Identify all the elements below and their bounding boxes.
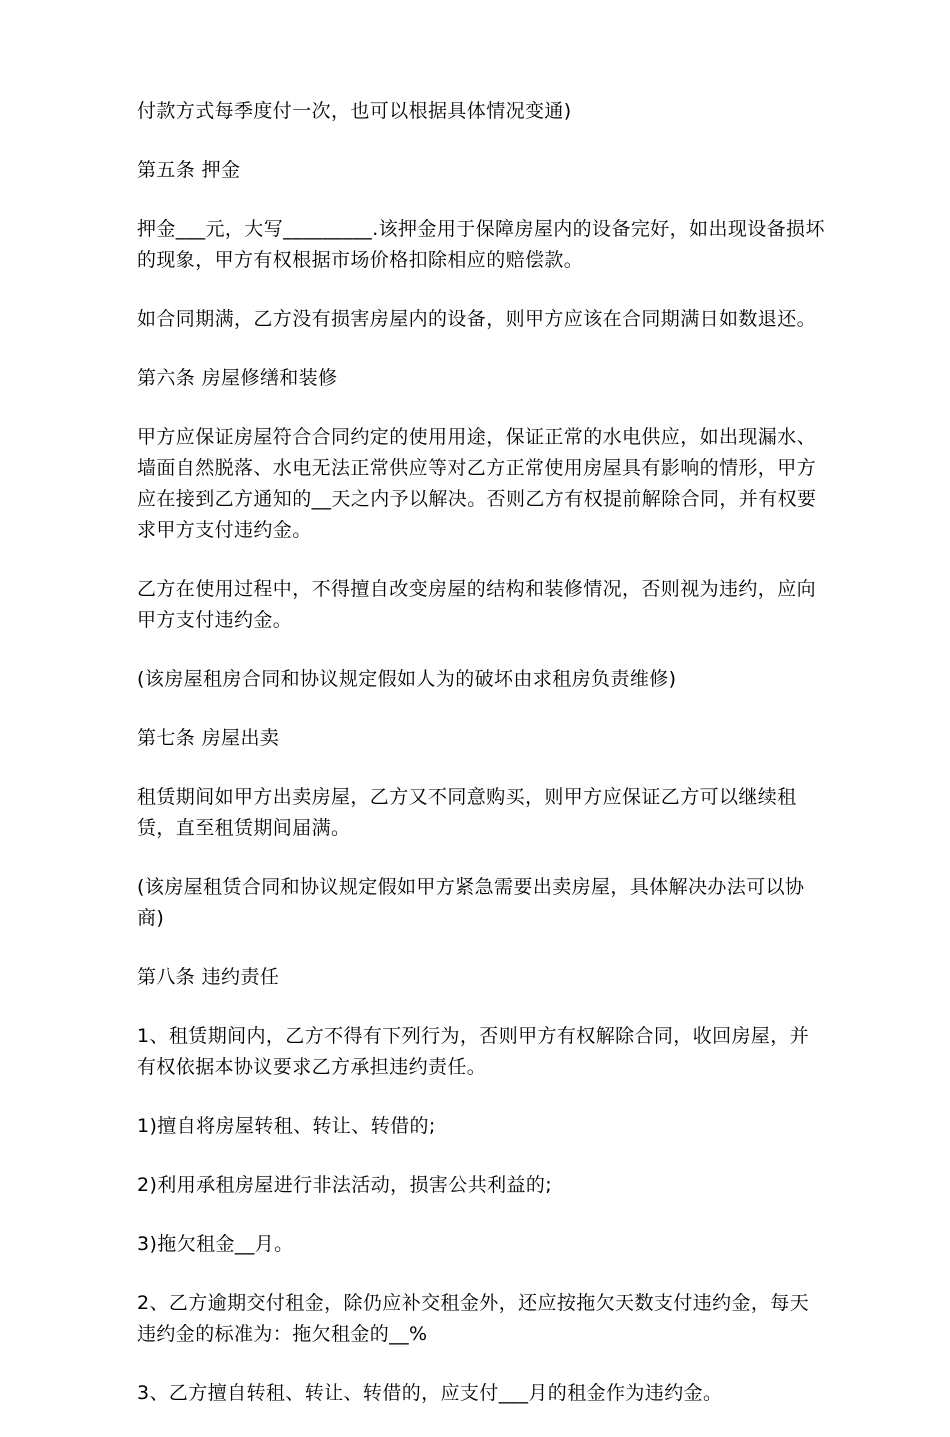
breach-item-3: 3)拖欠租金__月。 <box>137 1233 294 1255</box>
deposit-return-paragraph: 如合同期满，乙方没有损害房屋内的设备，则甲方应该在合同期满日如数退还。 <box>137 308 817 330</box>
article-8-heading: 第八条 违约责任 <box>137 966 280 988</box>
house-sale-paragraph: 租赁期间如甲方出卖房屋，乙方又不同意购买，则甲方应保证乙方可以继续租赁，直至租赁期间届满。 <box>137 786 797 839</box>
house-sale-note: (该房屋租赁合同和协议规定假如甲方紧急需要出卖房屋，具体解决办法可以协商) <box>137 876 805 929</box>
article-7-heading: 第七条 房屋出卖 <box>137 727 280 749</box>
breach-item-2: 2)利用承租房屋进行非法活动，损害公共利益的; <box>137 1174 553 1196</box>
breach-item-1: 1)擅自将房屋转租、转让、转借的; <box>137 1115 436 1137</box>
damage-repair-note: (该房屋租房合同和协议规定假如人为的破坏由求租房负责维修) <box>137 668 677 690</box>
article-6-heading: 第六条 房屋修缮和装修 <box>137 367 338 389</box>
deposit-paragraph: 押金___元，大写_________.该押金用于保障房屋内的设备完好，如出现设备损坏的现象，甲方有权根据市场价格扣除相应的赔偿款。 <box>137 218 825 271</box>
payment-method-note: 付款方式每季度付一次，也可以根据具体情况变通) <box>137 100 572 122</box>
repair-obligation-paragraph: 甲方应保证房屋符合合同约定的使用用途，保证正常的水电供应，如出现漏水、墙面自然脱落、水电无法正常供应等对乙方正常使用房屋具有影响的情形，甲方应在接到乙方通知的__天之内予以解决。否则乙方有权提前解除合同，并有权要求甲方支付违约金。 <box>137 426 817 541</box>
breach-clause-3: 3、乙方擅自转租、转让、转借的，应支付___月的租金作为违约金。 <box>137 1382 723 1404</box>
breach-clause-2: 2、乙方逾期交付租金，除仍应补交租金外，还应按拖欠天数支付违约金，每天违约金的标准为：拖欠租金的__% <box>137 1292 810 1345</box>
renovation-restriction-paragraph: 乙方在使用过程中，不得擅自改变房屋的结构和装修情况，否则视为违约，应向甲方支付违约金。 <box>137 578 817 631</box>
document-page <box>137 96 827 1437</box>
breach-clause-1: 1、租赁期间内，乙方不得有下列行为，否则甲方有权解除合同，收回房屋，并有权依据本协议要求乙方承担违约责任。 <box>137 1025 810 1078</box>
article-5-heading: 第五条 押金 <box>137 159 241 181</box>
